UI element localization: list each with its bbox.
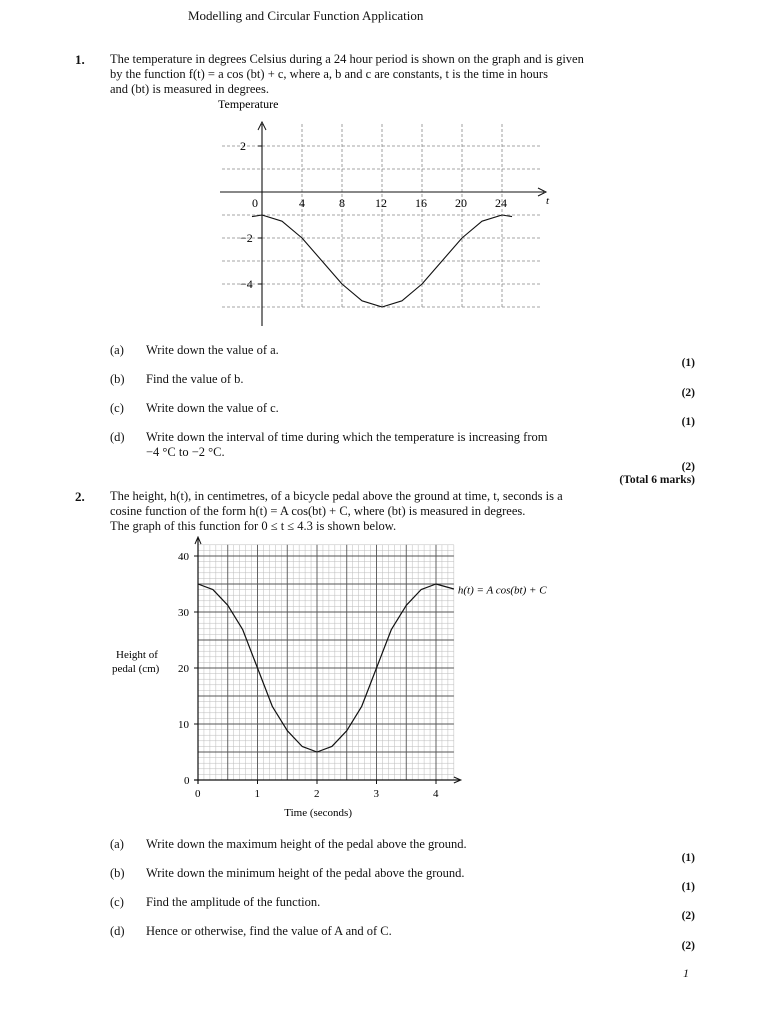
part-text: Find the amplitude of the function. <box>146 895 321 909</box>
q1-part-c <box>110 401 279 416</box>
q2-part-c-mark: (2) <box>681 910 695 922</box>
part-label: (c) <box>110 895 124 909</box>
part-text: Hence or otherwise, find the value of A and of C. <box>146 924 392 938</box>
question-1-number: 1. <box>75 52 85 67</box>
q1-part-a <box>110 343 279 358</box>
y-tick-label: 30 <box>178 607 189 619</box>
y-tick-label: 10 <box>178 719 189 731</box>
x-tick-label: 1 <box>254 788 260 800</box>
question-2-stem <box>110 489 670 534</box>
q1-part-d-mark: (2) <box>681 461 695 473</box>
q2-part-c <box>110 895 320 910</box>
q2-part-a <box>110 837 467 852</box>
x-tick-label: 0 <box>252 196 258 210</box>
curve-label: h(t) = A cos(bt) + C <box>457 584 547 597</box>
y-tick-label: 20 <box>178 663 189 675</box>
q1-part-a-mark: (1) <box>681 357 695 369</box>
q2-part-a-mark: (1) <box>681 852 695 864</box>
part-label: (d) <box>110 430 125 444</box>
x-tick-label: 4 <box>299 196 305 210</box>
part-text: Find the value of b. <box>146 372 244 386</box>
y-tick-label: 2 <box>240 139 246 153</box>
page-number: 1 <box>683 966 689 980</box>
y-tick-label: 40 <box>178 551 189 563</box>
x-axis-label: Time (seconds) <box>284 807 353 819</box>
chart-title: Temperature <box>218 97 279 111</box>
question-1-line: and (bt) is measured in degrees. <box>110 82 269 96</box>
part-label: (d) <box>110 924 125 938</box>
question-1-line: by the function f(t) = a cos (bt) + c, where a, b and c are constants, t is the time in hours <box>110 67 548 81</box>
q1-part-c-mark: (1) <box>681 416 695 428</box>
y-tick-label: 0 <box>184 775 190 787</box>
question-1-stem <box>110 52 670 97</box>
x-tick-label: 3 <box>373 788 379 800</box>
x-tick-label: 12 <box>375 196 387 210</box>
y-axis-label: Height of <box>116 649 158 661</box>
part-text: Write down the interval of time during which the temperature is increasing from <box>146 430 548 444</box>
x-tick-label: 20 <box>455 196 467 210</box>
page-title: Modelling and Circular Function Application <box>188 8 424 23</box>
q1-part-b <box>110 372 244 387</box>
part-label: (a) <box>110 343 124 357</box>
q1-total-marks: (Total 6 marks) <box>619 474 695 486</box>
x-tick-label: 4 <box>433 788 439 800</box>
x-tick-label: 8 <box>339 196 345 210</box>
q1-part-b-mark: (2) <box>681 387 695 399</box>
part-text: Write down the maximum height of the pedal above the ground. <box>146 837 467 851</box>
x-tick-label: 2 <box>314 788 320 800</box>
part-text: Write down the value of c. <box>146 401 279 415</box>
part-label: (a) <box>110 837 124 851</box>
y-tick-label: −4 <box>240 277 253 291</box>
y-axis-label: pedal (cm) <box>112 663 160 675</box>
q1-part-d <box>110 430 547 445</box>
q2-part-b-mark: (1) <box>681 881 695 893</box>
question-2-line: The graph of this function for 0 ≤ t ≤ 4.3 is shown below. <box>110 519 397 533</box>
part-text: Write down the value of a. <box>146 343 279 357</box>
part-text: Write down the minimum height of the pedal above the ground. <box>146 866 465 880</box>
question-2-number: 2. <box>75 489 85 504</box>
part-label: (b) <box>110 372 125 386</box>
temperature-chart <box>200 94 560 334</box>
question-1-line: The temperature in degrees Celsius during a 24 hour period is shown on the graph and is given <box>110 52 584 66</box>
x-tick-label: 16 <box>415 196 427 210</box>
q2-part-d <box>110 924 392 939</box>
q2-part-d-mark: (2) <box>681 940 695 952</box>
q1-part-d-continued: −4 °C to −2 °C. <box>146 445 225 459</box>
x-axis-label: t <box>546 195 550 207</box>
q2-part-b <box>110 866 465 881</box>
question-2-line: The height, h(t), in centimetres, of a bicycle pedal above the ground at time, t, seconds is a <box>110 489 563 503</box>
x-tick-label: 24 <box>495 196 507 210</box>
x-tick-label: 0 <box>195 788 201 800</box>
pedal-height-chart <box>108 536 568 826</box>
question-2-line: cosine function of the form h(t) = A cos(bt) + C, where (bt) is measured in degrees. <box>110 504 526 518</box>
part-label: (b) <box>110 866 125 880</box>
part-label: (c) <box>110 401 124 415</box>
y-tick-label: −2 <box>240 231 253 245</box>
